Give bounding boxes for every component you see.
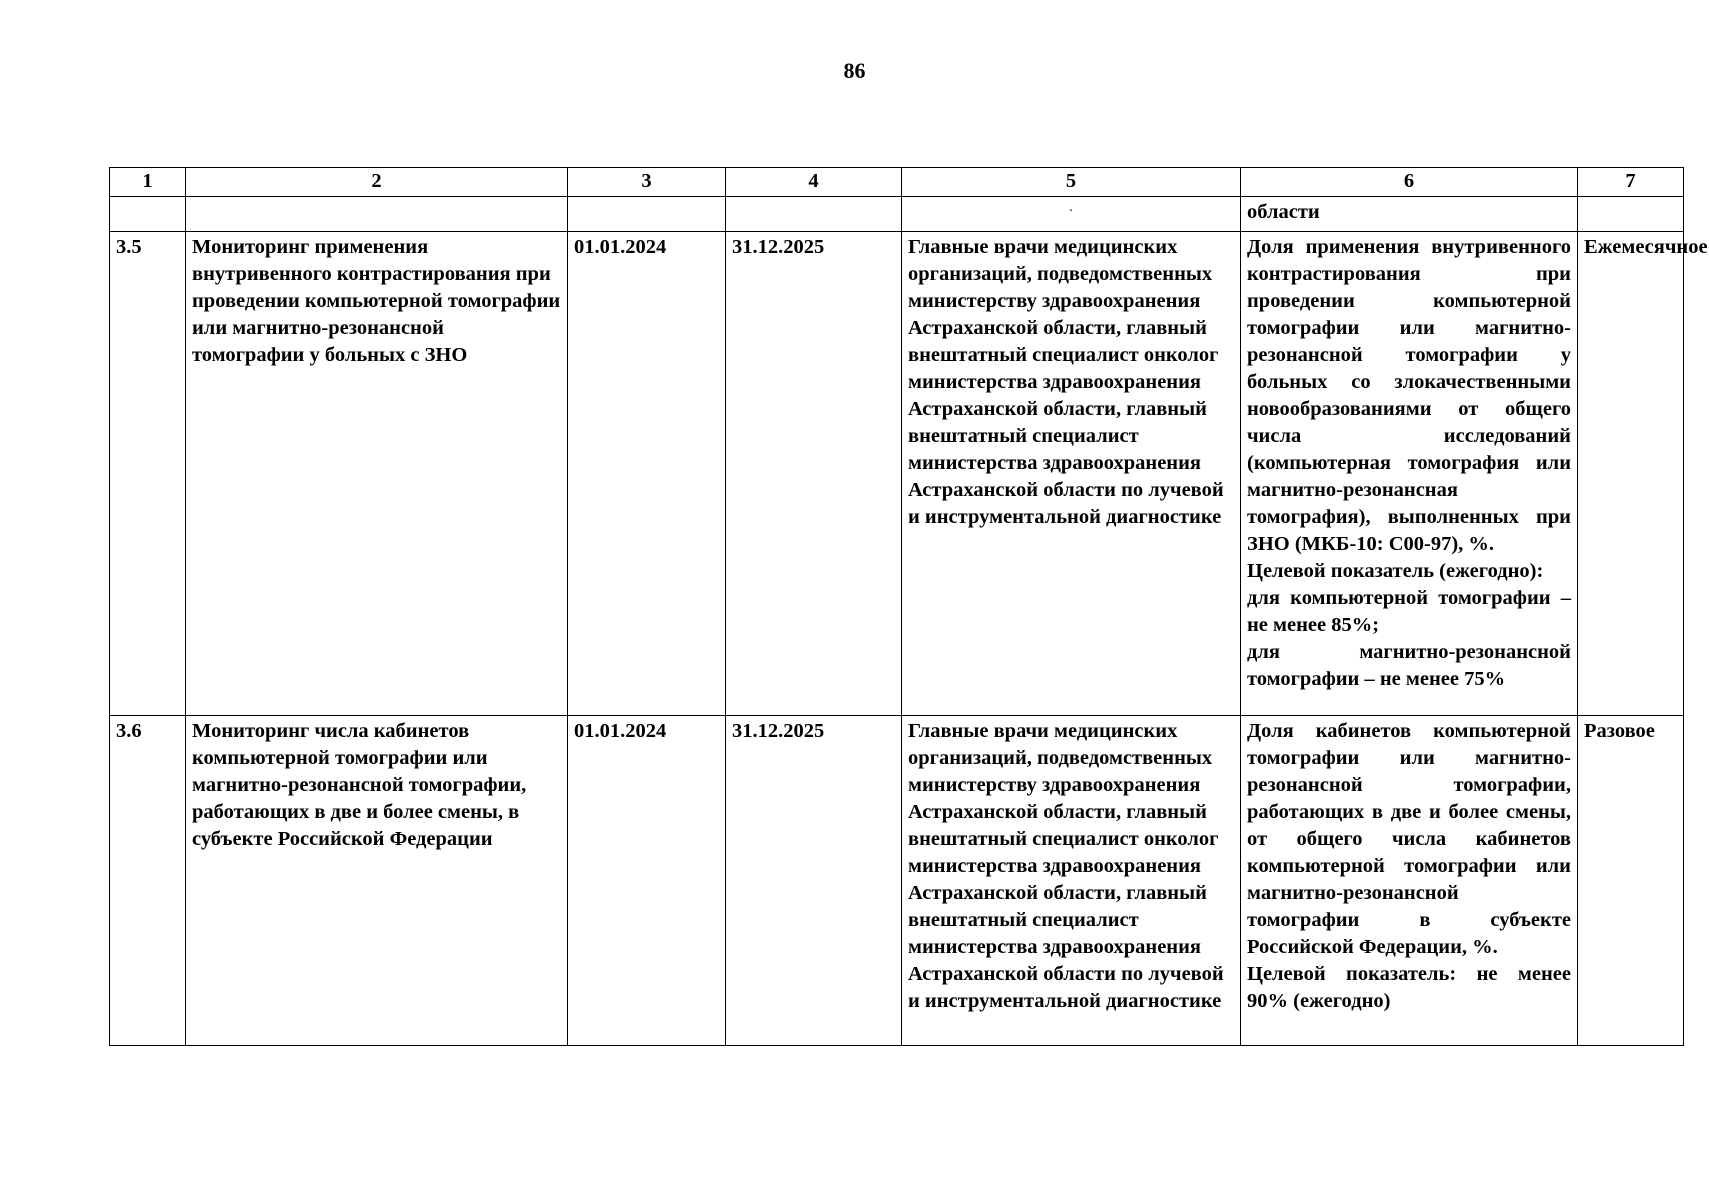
empty-cell — [1578, 197, 1684, 232]
indicator-cell — [1241, 232, 1578, 716]
column-number: 4 — [726, 168, 902, 197]
column-number: 3 — [568, 168, 726, 197]
empty-cell — [110, 197, 186, 232]
activity-cell: Мониторинг числа кабинетов компьютерной томографии или магнитно-резонансной томографии, работающих в две и более смены, в субъекте Российской Федерации — [186, 716, 568, 1046]
continuation-row — [110, 197, 1684, 232]
column-number: 6 — [1241, 168, 1578, 197]
column-number: 5 — [902, 168, 1241, 197]
row-number: 3.5 — [110, 232, 186, 716]
indicator-paragraph: Доля кабинетов компьютерной томографии или магнитно-резонансной томографии, работающих в две и более смены, от общего числа кабинетов компьютерной томографии или магнитно-резонансной томографии в субъекте Российской Федерации, %. — [1247, 720, 1571, 958]
indicator-paragraph: Целевой показатель: не менее 90% (ежегодно) — [1247, 963, 1571, 1012]
empty-cell — [568, 197, 726, 232]
measures-table — [109, 167, 1708, 1046]
table-row — [110, 716, 1684, 1046]
table-row — [110, 232, 1684, 716]
end-date-cell: 31.12.2025 — [726, 232, 902, 716]
responsible-cell: Главные врачи медицинских организаций, подведомственных министерству здравоохранения Астраханской области, главный внештатный специалист онколог министерства здравоохранения Астраханской области, главный внештатный специалист министерства здравоохранения Астраханской области по лучевой и инструментальной диагностике — [902, 716, 1241, 1046]
indicator-cell — [1241, 716, 1578, 1046]
column-number: 2 — [186, 168, 568, 197]
indicator-paragraph: Целевой показатель (ежегодно): — [1247, 560, 1544, 582]
empty-cell — [726, 197, 902, 232]
page-number: 86 — [843, 58, 866, 83]
column-number: 1 — [110, 168, 186, 197]
indicator-paragraph: для компьютерной томографии – не менее 85%; — [1247, 587, 1571, 636]
indicator-paragraph: Доля применения внутривенного контрастирования при проведении компьютерной томографии или магнитно-резонансной томографии у больных со злокачественными новообразованиями от общего числа исследований (компьютерная томография или магнитно-резонансная томография), выполненных при ЗНО (МКБ-10: С00-97), %. — [1247, 236, 1571, 555]
column-number: 7 — [1578, 168, 1684, 197]
start-date-cell: 01.01.2024 — [568, 716, 726, 1046]
row-number: 3.6 — [110, 716, 186, 1046]
frequency-cell: Ежемесячное — [1578, 232, 1684, 716]
column-number-row — [110, 168, 1684, 197]
continuation-text: области — [1241, 197, 1578, 232]
continuation-mark — [902, 197, 1241, 232]
end-date-cell: 31.12.2025 — [726, 716, 902, 1046]
empty-cell — [186, 197, 568, 232]
start-date-cell: 01.01.2024 — [568, 232, 726, 716]
stray-mark: . — [1069, 200, 1073, 215]
activity-cell: Мониторинг применения внутривенного контрастирования при проведении компьютерной томографии или магнитно-резонансной томографии у больных с ЗНО — [186, 232, 568, 716]
responsible-cell: Главные врачи медицинских организаций, подведомственных министерству здравоохранения Астраханской области, главный внештатный специалист онколог министерства здравоохранения Астраханской области, главный внештатный специалист министерства здравоохранения Астраханской области по лучевой и инструментальной диагностике — [902, 232, 1241, 716]
frequency-cell: Разовое — [1578, 716, 1684, 1046]
indicator-paragraph: для магнитно-резонансной томографии – не менее 75% — [1247, 641, 1571, 690]
